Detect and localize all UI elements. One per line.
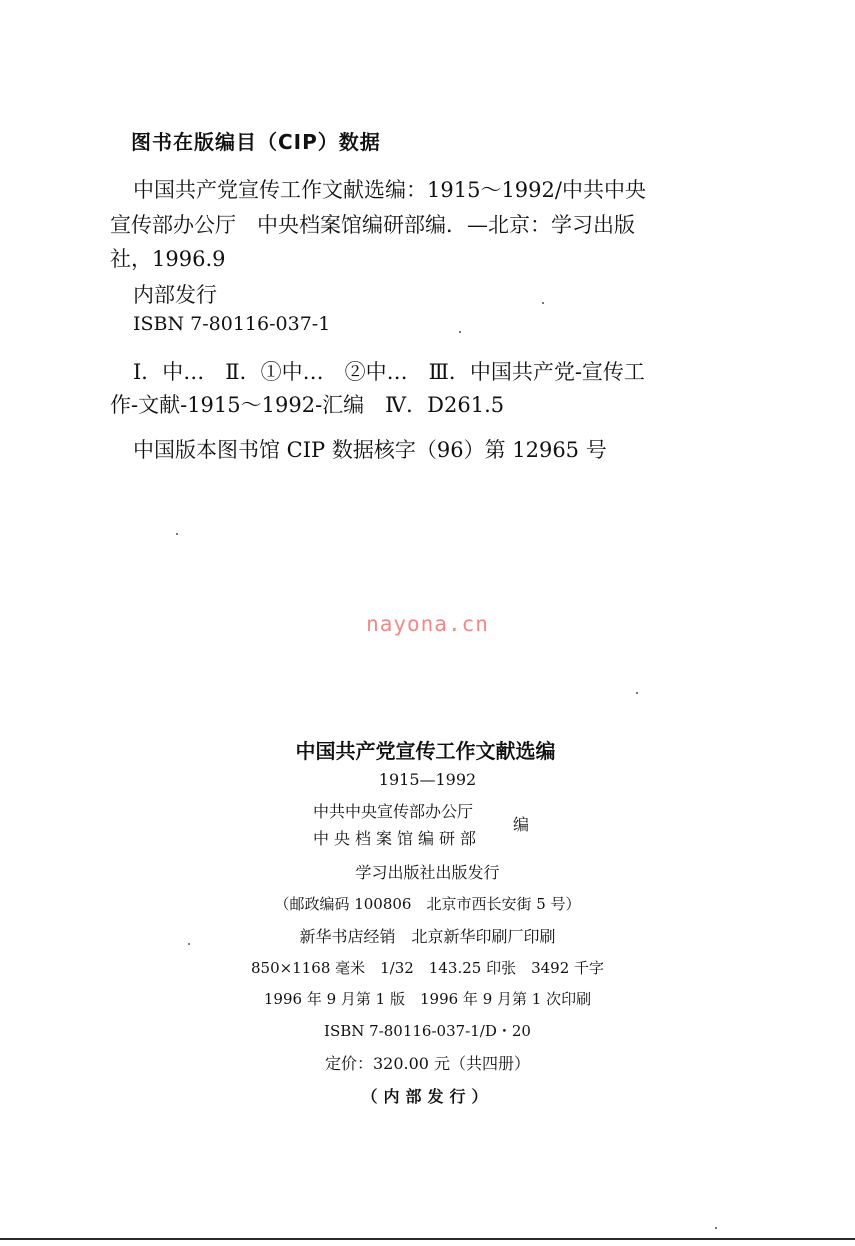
book-years: 1915—1992 <box>378 770 477 789</box>
edition-info: 1996 年 9 月第 1 版 1996 年 9 月第 1 次印刷 <box>263 990 592 1008</box>
editor-name: 中共中央宣传部办公厅 <box>313 802 474 821</box>
print-specs: 850×1168 毫米 1/32 143.25 印张 3492 千字 <box>250 959 605 977</box>
scan-speck <box>188 943 190 945</box>
scan-speck <box>459 331 461 333</box>
scan-speck <box>636 692 638 694</box>
publisher: 学习出版社出版发行 <box>355 863 500 882</box>
cip-approval-number: 中国版本图书馆 CIP 数据核字（96）第 12965 号 <box>133 438 607 462</box>
cip-heading: 图书在版编目（CIP）数据 <box>131 130 381 154</box>
editor-suffix: 编 <box>513 815 530 834</box>
editors-list <box>313 798 481 852</box>
watermark: nayona.cn <box>366 612 489 636</box>
colophon-isbn: ISBN 7-80116-037-1/D・20 <box>324 1022 531 1040</box>
distribution-printing: 新华书店经销 北京新华印刷厂印刷 <box>299 927 556 946</box>
cip-line: 中国共产党宣传工作文献选编：1915～1992/中共中央 <box>133 178 646 202</box>
cip-line: 内部发行 <box>133 283 217 307</box>
cip-line: 宣传部办公厅 中央档案馆编研部编．—北京：学习出版 <box>110 213 635 237</box>
price: 定价：320.00 元（共四册） <box>324 1054 531 1073</box>
cip-classification-cont: 作-文献-1915～1992-汇编 Ⅳ．D261.5 <box>110 393 505 417</box>
scan-speck <box>176 533 178 535</box>
scan-speck <box>542 302 544 304</box>
book-title: 中国共产党宣传工作文献选编 <box>295 739 556 763</box>
cip-line: 社，1996.9 <box>110 247 226 271</box>
internal-distribution-note: （内部发行） <box>361 1087 494 1106</box>
cip-isbn: ISBN 7-80116-037-1 <box>133 313 331 335</box>
page-bottom-rule <box>0 1238 855 1240</box>
publisher-address: （邮政编码 100806 北京市西长安街 5 号） <box>274 895 581 913</box>
scan-speck <box>715 1227 717 1229</box>
editor-name: 中央档案馆编研部 <box>313 829 482 848</box>
cip-classification: Ⅰ．中… Ⅱ．①中… ②中… Ⅲ．中国共产党-宣传工 <box>133 360 645 384</box>
